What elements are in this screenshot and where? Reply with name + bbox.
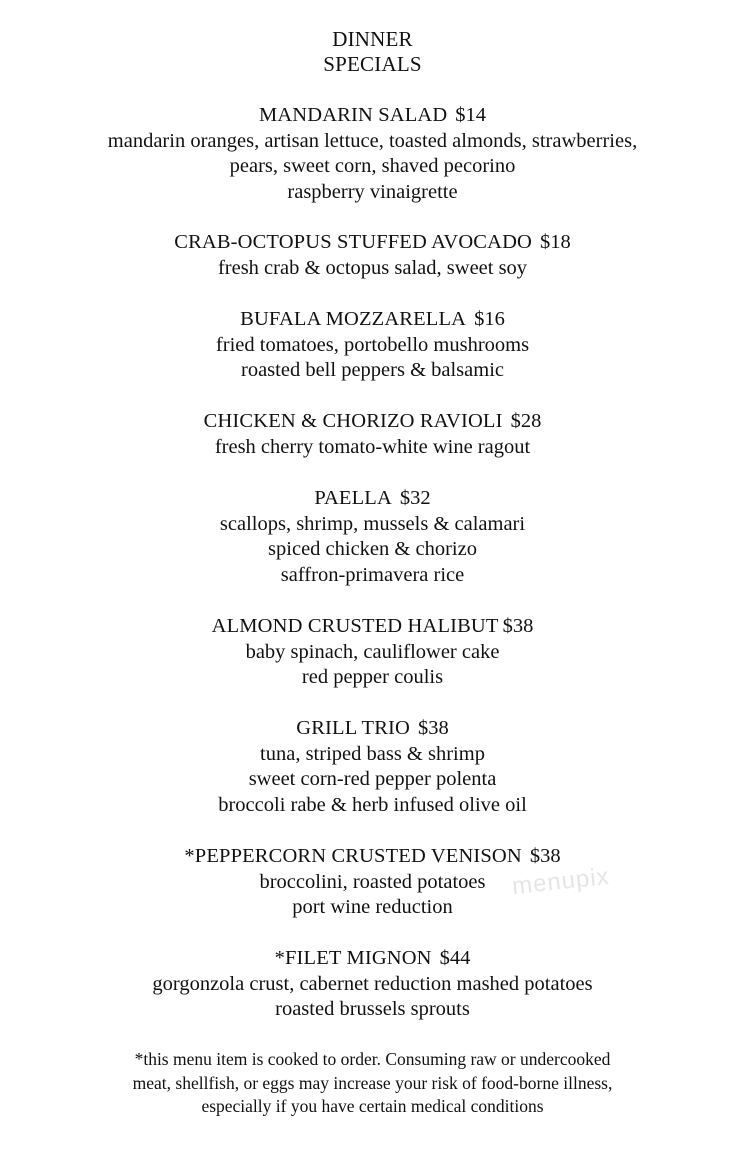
menu-item-almond-crusted-halibut [0, 614, 745, 691]
menu-item-peppercorn-crusted-venison [0, 844, 745, 921]
item-name: ALMOND CRUSTED HALIBUT [211, 615, 499, 637]
item-name: PAELLA [314, 487, 392, 509]
menupix-watermark: menupix [510, 862, 611, 901]
menu-title-line1: DINNER [332, 27, 413, 51]
menu-item-paella [0, 486, 745, 588]
menu-title [0, 27, 745, 77]
item-description: saffron-primavera rice [280, 563, 465, 586]
item-price: $44 [439, 947, 471, 969]
item-price: $38 [502, 615, 534, 637]
item-name: MANDARIN SALAD [258, 104, 448, 126]
menu-item-bufala-mozzarella [0, 307, 745, 384]
item-description: raspberry vinaigrette [287, 180, 458, 203]
item-name: *FILET MIGNON [274, 947, 432, 969]
item-name: CRAB-OCTOPUS STUFFED AVOCADO [174, 231, 532, 253]
food-safety-disclaimer [0, 1048, 745, 1119]
menu-title-line2: SPECIALS [323, 52, 422, 76]
item-description: mandarin oranges, artisan lettuce, toasted almonds, strawberries, [107, 129, 638, 152]
item-name: GRILL TRIO [296, 717, 410, 739]
item-description: pears, sweet corn, shaved pecorino [229, 155, 516, 178]
item-description: roasted bell peppers & balsamic [241, 359, 504, 382]
item-description: port wine reduction [292, 896, 453, 919]
item-description: baby spinach, cauliflower cake [245, 640, 500, 663]
item-heading [0, 844, 745, 870]
item-price: $14 [455, 104, 487, 126]
item-description: broccoli rabe & herb infused olive oil [218, 793, 527, 816]
menu-item-filet-mignon [0, 946, 745, 1023]
item-heading [0, 614, 745, 640]
item-heading [0, 486, 745, 512]
item-description: fried tomatoes, portobello mushrooms [215, 333, 530, 356]
item-heading [0, 716, 745, 742]
menu-item-chicken-chorizo-ravioli [0, 409, 745, 460]
item-description: fresh crab & octopus salad, sweet soy [217, 256, 528, 279]
item-description: spiced chicken & chorizo [268, 538, 477, 561]
item-price: $18 [539, 231, 571, 253]
item-price: $28 [510, 410, 542, 432]
item-description: gorgonzola crust, cabernet reduction mashed potatoes [152, 972, 593, 995]
item-description: scallops, shrimp, mussels & calamari [219, 512, 526, 535]
item-heading [0, 103, 745, 129]
item-description: sweet corn-red pepper polenta [248, 768, 497, 791]
item-name: BUFALA MOZZARELLA [240, 308, 467, 330]
item-description: tuna, striped bass & shrimp [260, 742, 485, 765]
menu-item-grill-trio [0, 716, 745, 818]
item-name: CHICKEN & CHORIZO RAVIOLI [203, 410, 503, 432]
item-price: $32 [399, 487, 431, 509]
menu-item-mandarin-salad [0, 103, 745, 205]
item-price: $38 [529, 845, 561, 867]
item-description: fresh cherry tomato-white wine ragout [214, 435, 531, 458]
disclaimer-line: meat, shellfish, or eggs may increase your risk of food-borne illness, [132, 1072, 613, 1093]
item-name: *PEPPERCORN CRUSTED VENISON [184, 845, 522, 867]
item-price: $38 [417, 717, 449, 739]
item-description: roasted brussels sprouts [275, 998, 470, 1021]
item-heading [0, 409, 745, 435]
item-price: $16 [474, 308, 505, 330]
item-heading [0, 230, 745, 256]
item-heading [0, 307, 745, 333]
menu-item-crab-octopus-stuffed-avocado [0, 230, 745, 281]
disclaimer-line: *this menu item is cooked to order. Consuming raw or undercooked [134, 1049, 611, 1069]
item-description: red pepper coulis [301, 666, 444, 689]
item-description: broccolini, roasted potatoes [259, 870, 486, 893]
disclaimer-line: especially if you have certain medical conditions [201, 1096, 544, 1116]
item-heading [0, 946, 745, 972]
